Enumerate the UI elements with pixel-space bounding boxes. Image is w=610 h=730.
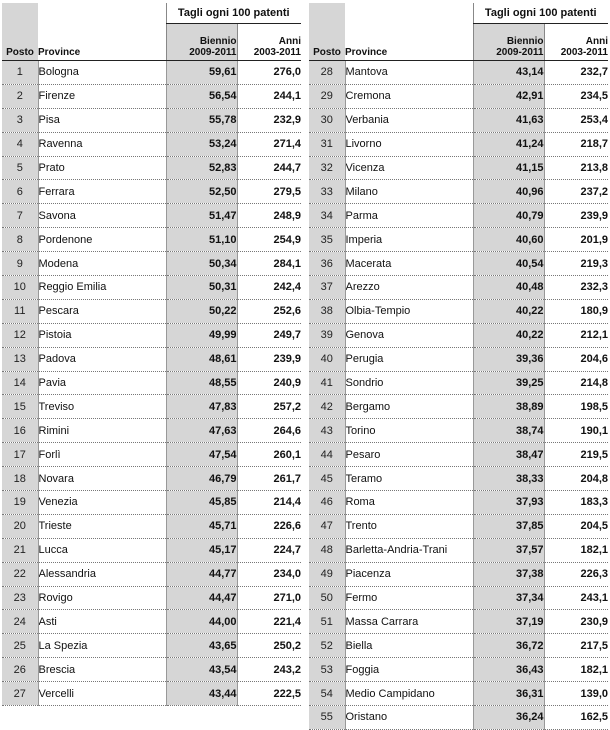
cell-posto: 26 <box>2 658 38 682</box>
table-row <box>2 586 301 610</box>
cell-anni: 244,1 <box>237 84 301 108</box>
cell-posto: 39 <box>309 323 345 347</box>
cell-biennio: 47,54 <box>166 443 237 467</box>
cell-posto: 48 <box>309 538 345 562</box>
cell-provincia: Pordenone <box>38 228 166 252</box>
cell-posto: 38 <box>309 299 345 323</box>
cell-biennio: 51,47 <box>166 204 237 228</box>
cell-anni: 244,7 <box>237 156 301 180</box>
cell-biennio: 36,31 <box>473 682 544 706</box>
table-row <box>2 371 301 395</box>
cell-biennio: 41,63 <box>473 108 544 132</box>
cell-anni: 219,5 <box>544 443 608 467</box>
cell-provincia: Verbania <box>345 108 473 132</box>
table-row <box>2 84 301 108</box>
cell-anni: 222,5 <box>237 682 301 706</box>
cell-biennio: 39,36 <box>473 347 544 371</box>
cell-posto: 31 <box>309 132 345 156</box>
cell-biennio: 41,24 <box>473 132 544 156</box>
cell-posto: 37 <box>309 276 345 300</box>
cell-anni: 243,2 <box>237 658 301 682</box>
table-row <box>2 61 301 85</box>
cell-biennio: 59,61 <box>166 61 237 85</box>
table-row <box>309 371 608 395</box>
column-header-province: Province <box>345 24 473 61</box>
table-row <box>309 634 608 658</box>
cell-posto: 11 <box>2 299 38 323</box>
cell-posto: 27 <box>2 682 38 706</box>
table-row <box>309 514 608 538</box>
cell-posto: 1 <box>2 61 38 85</box>
table-row <box>309 658 608 682</box>
table-row <box>309 682 608 706</box>
cell-biennio: 50,22 <box>166 299 237 323</box>
cell-posto: 36 <box>309 252 345 276</box>
cell-biennio: 37,38 <box>473 562 544 586</box>
cell-biennio: 40,96 <box>473 180 544 204</box>
cell-anni: 279,5 <box>237 180 301 204</box>
cell-biennio: 40,22 <box>473 299 544 323</box>
cell-posto: 3 <box>2 108 38 132</box>
cell-posto: 55 <box>309 706 345 730</box>
cell-anni: 260,1 <box>237 443 301 467</box>
cell-posto: 51 <box>309 610 345 634</box>
cell-posto: 2 <box>2 84 38 108</box>
cell-posto: 43 <box>309 419 345 443</box>
cell-provincia: Barletta-Andria-Trani <box>345 538 473 562</box>
column-header-anni <box>237 24 301 61</box>
cell-anni: 219,3 <box>544 252 608 276</box>
column-header-biennio-line2: 2009-2011 <box>189 47 237 58</box>
cell-posto: 53 <box>309 658 345 682</box>
cell-posto: 41 <box>309 371 345 395</box>
cell-provincia: Teramo <box>345 467 473 491</box>
cell-posto: 14 <box>2 371 38 395</box>
cell-provincia: Torino <box>345 419 473 443</box>
column-header-anni-line1: Anni <box>585 36 608 47</box>
cell-anni: 204,8 <box>544 467 608 491</box>
cell-provincia: Alessandria <box>38 562 166 586</box>
cell-provincia: Bologna <box>38 61 166 85</box>
cell-anni: 198,5 <box>544 395 608 419</box>
column-header-biennio <box>473 24 544 61</box>
cell-biennio: 42,91 <box>473 84 544 108</box>
cell-posto: 45 <box>309 467 345 491</box>
table-row <box>2 538 301 562</box>
cell-posto: 5 <box>2 156 38 180</box>
cell-anni: 261,7 <box>237 467 301 491</box>
cell-biennio: 38,47 <box>473 443 544 467</box>
table-row <box>309 491 608 515</box>
cell-biennio: 45,71 <box>166 514 237 538</box>
column-header-biennio <box>166 24 237 61</box>
cell-provincia: La Spezia <box>38 634 166 658</box>
cell-provincia: Perugia <box>345 347 473 371</box>
cell-anni: 201,9 <box>544 228 608 252</box>
cell-posto: 22 <box>2 562 38 586</box>
cell-provincia: Reggio Emilia <box>38 276 166 300</box>
cell-anni: 139,0 <box>544 682 608 706</box>
cell-biennio: 43,54 <box>166 658 237 682</box>
cell-biennio: 39,25 <box>473 371 544 395</box>
cell-posto: 50 <box>309 586 345 610</box>
cell-provincia: Imperia <box>345 228 473 252</box>
cell-biennio: 53,24 <box>166 132 237 156</box>
cell-posto: 49 <box>309 562 345 586</box>
cell-posto: 9 <box>2 252 38 276</box>
table-row <box>309 706 608 730</box>
table-row <box>2 658 301 682</box>
cell-posto: 33 <box>309 180 345 204</box>
table-row <box>309 395 608 419</box>
cell-posto: 40 <box>309 347 345 371</box>
cell-anni: 257,2 <box>237 395 301 419</box>
ranking-table-left <box>2 3 301 706</box>
cell-provincia: Modena <box>38 252 166 276</box>
cell-posto: 47 <box>309 514 345 538</box>
cell-provincia: Ravenna <box>38 132 166 156</box>
cell-posto: 13 <box>2 347 38 371</box>
cell-anni: 243,1 <box>544 586 608 610</box>
cell-provincia: Prato <box>38 156 166 180</box>
table-row <box>309 228 608 252</box>
table-row <box>2 491 301 515</box>
cell-biennio: 37,19 <box>473 610 544 634</box>
cell-posto: 18 <box>2 467 38 491</box>
column-header-province: Province <box>38 24 166 61</box>
cell-anni: 224,7 <box>237 538 301 562</box>
cell-provincia: Forlì <box>38 443 166 467</box>
cell-biennio: 44,00 <box>166 610 237 634</box>
cell-anni: 239,9 <box>237 347 301 371</box>
table-row <box>309 562 608 586</box>
table-row <box>2 395 301 419</box>
table-row <box>309 132 608 156</box>
cell-biennio: 37,34 <box>473 586 544 610</box>
column-header-anni <box>544 24 608 61</box>
table-row <box>2 180 301 204</box>
cell-provincia: Mantova <box>345 61 473 85</box>
cell-biennio: 43,65 <box>166 634 237 658</box>
column-header-biennio-line2: 2009-2011 <box>496 47 544 58</box>
table-row <box>2 419 301 443</box>
table-row <box>309 61 608 85</box>
cell-anni: 232,3 <box>544 276 608 300</box>
ranking-table-right <box>309 3 608 730</box>
cell-posto: 6 <box>2 180 38 204</box>
cell-provincia: Olbia-Tempio <box>345 299 473 323</box>
cell-anni: 249,7 <box>237 323 301 347</box>
cell-provincia: Rovigo <box>38 586 166 610</box>
cell-provincia: Firenze <box>38 84 166 108</box>
cell-posto: 20 <box>2 514 38 538</box>
cell-biennio: 55,78 <box>166 108 237 132</box>
cell-biennio: 40,79 <box>473 204 544 228</box>
cell-anni: 182,1 <box>544 658 608 682</box>
table-row <box>309 299 608 323</box>
cell-provincia: Macerata <box>345 252 473 276</box>
table-row <box>2 323 301 347</box>
cell-provincia: Vercelli <box>38 682 166 706</box>
cell-anni: 180,9 <box>544 299 608 323</box>
cell-anni: 271,0 <box>237 586 301 610</box>
cell-provincia: Biella <box>345 634 473 658</box>
cell-biennio: 48,61 <box>166 347 237 371</box>
cell-biennio: 40,54 <box>473 252 544 276</box>
cell-posto: 17 <box>2 443 38 467</box>
table-row <box>309 180 608 204</box>
cell-provincia: Cremona <box>345 84 473 108</box>
cell-biennio: 37,85 <box>473 514 544 538</box>
cell-posto: 16 <box>2 419 38 443</box>
cell-posto: 29 <box>309 84 345 108</box>
cell-anni: 212,1 <box>544 323 608 347</box>
table-row <box>2 682 301 706</box>
cell-biennio: 52,50 <box>166 180 237 204</box>
cell-provincia: Trieste <box>38 514 166 538</box>
cell-biennio: 38,74 <box>473 419 544 443</box>
cell-anni: 230,9 <box>544 610 608 634</box>
table-row <box>309 538 608 562</box>
cell-provincia: Padova <box>38 347 166 371</box>
table-row <box>2 132 301 156</box>
cell-posto: 21 <box>2 538 38 562</box>
cell-posto: 23 <box>2 586 38 610</box>
cell-anni: 226,3 <box>544 562 608 586</box>
table-row <box>2 610 301 634</box>
cell-biennio: 43,14 <box>473 61 544 85</box>
table-row <box>2 204 301 228</box>
cell-biennio: 40,22 <box>473 323 544 347</box>
table-row <box>309 84 608 108</box>
cell-biennio: 45,17 <box>166 538 237 562</box>
cell-anni: 234,5 <box>544 84 608 108</box>
cell-posto: 15 <box>2 395 38 419</box>
table-row <box>2 252 301 276</box>
cell-provincia: Sondrio <box>345 371 473 395</box>
cell-anni: 232,9 <box>237 108 301 132</box>
table-row <box>2 467 301 491</box>
cell-provincia: Fermo <box>345 586 473 610</box>
cell-provincia: Ferrara <box>38 180 166 204</box>
cell-anni: 240,9 <box>237 371 301 395</box>
cell-provincia: Parma <box>345 204 473 228</box>
cell-biennio: 47,63 <box>166 419 237 443</box>
cell-anni: 226,6 <box>237 514 301 538</box>
cell-biennio: 51,10 <box>166 228 237 252</box>
header-spacer <box>38 3 166 24</box>
cell-anni: 253,4 <box>544 108 608 132</box>
cell-posto: 7 <box>2 204 38 228</box>
column-header-biennio-line1: Biennio <box>199 36 237 47</box>
cell-anni: 250,2 <box>237 634 301 658</box>
cell-anni: 214,8 <box>544 371 608 395</box>
cell-anni: 239,9 <box>544 204 608 228</box>
group-header: Tagli ogni 100 patenti <box>166 3 301 24</box>
cell-provincia: Trento <box>345 514 473 538</box>
cell-biennio: 50,34 <box>166 252 237 276</box>
cell-biennio: 37,93 <box>473 491 544 515</box>
cell-anni: 182,1 <box>544 538 608 562</box>
cell-anni: 213,8 <box>544 156 608 180</box>
table-row <box>309 204 608 228</box>
cell-posto: 46 <box>309 491 345 515</box>
cell-provincia: Piacenza <box>345 562 473 586</box>
cell-anni: 252,6 <box>237 299 301 323</box>
cell-biennio: 38,89 <box>473 395 544 419</box>
cell-anni: 218,7 <box>544 132 608 156</box>
cell-provincia: Livorno <box>345 132 473 156</box>
cell-anni: 242,4 <box>237 276 301 300</box>
table-row <box>309 323 608 347</box>
cell-provincia: Pesaro <box>345 443 473 467</box>
cell-provincia: Foggia <box>345 658 473 682</box>
cell-posto: 54 <box>309 682 345 706</box>
cell-anni: 217,5 <box>544 634 608 658</box>
cell-anni: 284,1 <box>237 252 301 276</box>
table-row <box>309 156 608 180</box>
table-row <box>309 419 608 443</box>
cell-biennio: 52,83 <box>166 156 237 180</box>
cell-anni: 234,0 <box>237 562 301 586</box>
cell-posto: 34 <box>309 204 345 228</box>
cell-provincia: Pavia <box>38 371 166 395</box>
cell-anni: 162,5 <box>544 706 608 730</box>
table-row <box>309 610 608 634</box>
cell-biennio: 43,44 <box>166 682 237 706</box>
cell-biennio: 36,43 <box>473 658 544 682</box>
table-row <box>2 228 301 252</box>
cell-anni: 276,0 <box>237 61 301 85</box>
cell-posto: 25 <box>2 634 38 658</box>
table-row <box>2 299 301 323</box>
cell-anni: 190,1 <box>544 419 608 443</box>
cell-anni: 271,4 <box>237 132 301 156</box>
cell-posto: 44 <box>309 443 345 467</box>
cell-provincia: Treviso <box>38 395 166 419</box>
table-row <box>2 276 301 300</box>
cell-provincia: Savona <box>38 204 166 228</box>
cell-posto: 42 <box>309 395 345 419</box>
table-row <box>2 634 301 658</box>
cell-biennio: 44,77 <box>166 562 237 586</box>
column-header-anni-line2: 2003-2011 <box>560 47 608 58</box>
cell-provincia: Milano <box>345 180 473 204</box>
table-row <box>2 156 301 180</box>
cell-posto: 8 <box>2 228 38 252</box>
cell-biennio: 48,55 <box>166 371 237 395</box>
cell-biennio: 38,33 <box>473 467 544 491</box>
cell-anni: 254,9 <box>237 228 301 252</box>
cell-provincia: Brescia <box>38 658 166 682</box>
header-spacer <box>309 3 345 24</box>
cell-posto: 28 <box>309 61 345 85</box>
cell-posto: 52 <box>309 634 345 658</box>
header-spacer <box>2 3 38 24</box>
cell-biennio: 46,79 <box>166 467 237 491</box>
table-row <box>2 443 301 467</box>
cell-provincia: Roma <box>345 491 473 515</box>
cell-posto: 32 <box>309 156 345 180</box>
cell-biennio: 40,60 <box>473 228 544 252</box>
table-row <box>309 586 608 610</box>
cell-biennio: 36,24 <box>473 706 544 730</box>
cell-biennio: 37,57 <box>473 538 544 562</box>
cell-provincia: Rimini <box>38 419 166 443</box>
cell-provincia: Pisa <box>38 108 166 132</box>
cell-provincia: Pistoia <box>38 323 166 347</box>
column-header-posto: Posto <box>309 24 345 61</box>
cell-provincia: Vicenza <box>345 156 473 180</box>
cell-provincia: Asti <box>38 610 166 634</box>
table-row <box>309 467 608 491</box>
cell-provincia: Venezia <box>38 491 166 515</box>
column-header-biennio-line1: Biennio <box>506 36 544 47</box>
column-header-anni-line2: 2003-2011 <box>253 47 301 58</box>
column-header-anni-line1: Anni <box>278 36 301 47</box>
column-header-posto: Posto <box>2 24 38 61</box>
header-spacer <box>345 3 473 24</box>
cell-biennio: 49,99 <box>166 323 237 347</box>
cell-posto: 24 <box>2 610 38 634</box>
table-row <box>309 443 608 467</box>
cell-provincia: Novara <box>38 467 166 491</box>
cell-anni: 221,4 <box>237 610 301 634</box>
cell-biennio: 40,48 <box>473 276 544 300</box>
cell-biennio: 47,83 <box>166 395 237 419</box>
cell-posto: 12 <box>2 323 38 347</box>
cell-anni: 204,6 <box>544 347 608 371</box>
cell-provincia: Genova <box>345 323 473 347</box>
table-row <box>309 347 608 371</box>
cell-anni: 264,6 <box>237 419 301 443</box>
cell-anni: 204,5 <box>544 514 608 538</box>
table-row <box>2 514 301 538</box>
cell-posto: 10 <box>2 276 38 300</box>
cell-posto: 19 <box>2 491 38 515</box>
cell-posto: 30 <box>309 108 345 132</box>
cell-provincia: Lucca <box>38 538 166 562</box>
cell-biennio: 41,15 <box>473 156 544 180</box>
cell-anni: 232,7 <box>544 61 608 85</box>
cell-provincia: Bergamo <box>345 395 473 419</box>
cell-biennio: 56,54 <box>166 84 237 108</box>
cell-anni: 214,4 <box>237 491 301 515</box>
table-row <box>309 276 608 300</box>
table-row <box>309 108 608 132</box>
cell-biennio: 50,31 <box>166 276 237 300</box>
group-header: Tagli ogni 100 patenti <box>473 3 608 24</box>
cell-provincia: Pescara <box>38 299 166 323</box>
cell-anni: 237,2 <box>544 180 608 204</box>
cell-provincia: Arezzo <box>345 276 473 300</box>
table-row <box>309 252 608 276</box>
cell-provincia: Medio Campidano <box>345 682 473 706</box>
cell-provincia: Massa Carrara <box>345 610 473 634</box>
cell-posto: 4 <box>2 132 38 156</box>
table-row <box>2 347 301 371</box>
cell-biennio: 36,72 <box>473 634 544 658</box>
cell-provincia: Oristano <box>345 706 473 730</box>
cell-biennio: 45,85 <box>166 491 237 515</box>
cell-posto: 35 <box>309 228 345 252</box>
table-row <box>2 108 301 132</box>
cell-biennio: 44,47 <box>166 586 237 610</box>
cell-anni: 248,9 <box>237 204 301 228</box>
cell-anni: 183,3 <box>544 491 608 515</box>
table-row <box>2 562 301 586</box>
